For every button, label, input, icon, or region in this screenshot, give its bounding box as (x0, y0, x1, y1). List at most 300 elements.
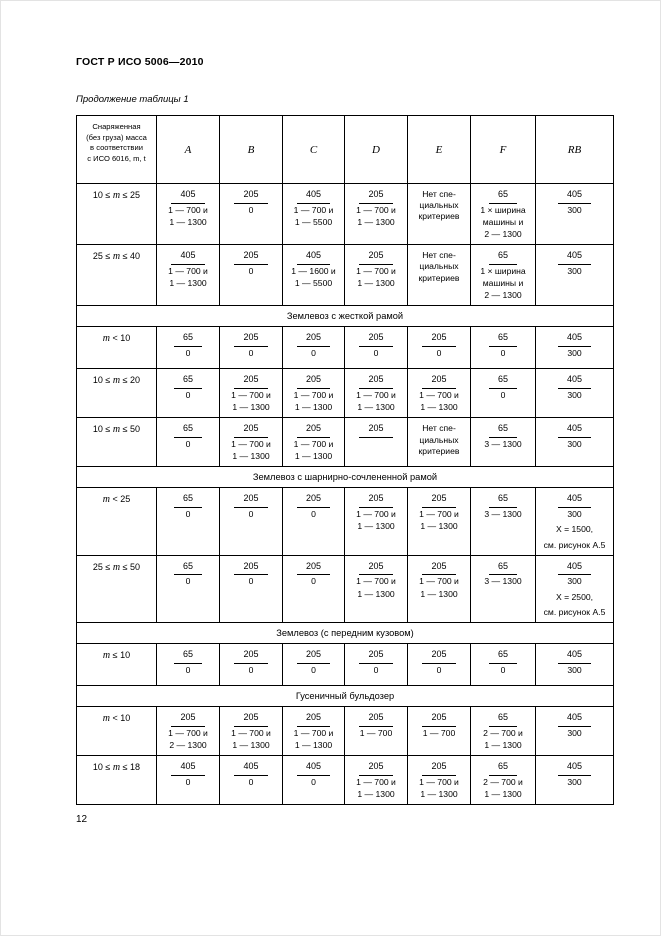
fraction-denominator-line: 1 — 1300 (420, 521, 458, 532)
fraction-bar: 405 (558, 561, 591, 576)
fraction-denominator-line: 0 (311, 776, 316, 787)
fraction-numerator (472, 374, 534, 389)
table-row (77, 755, 614, 804)
criteria-text-line: циальных (419, 261, 459, 272)
fraction-numerator (537, 561, 612, 576)
table-row (77, 327, 614, 369)
mass-range-label: m < 10 (77, 706, 157, 755)
table-row (77, 706, 614, 755)
criteria-cell-d (345, 327, 408, 369)
fraction-numerator (284, 493, 343, 508)
criteria-cell-a (157, 643, 220, 685)
criteria-cell-a (157, 488, 220, 555)
header-col-e: E (408, 116, 471, 184)
fraction-denominator-line: 300 (567, 664, 582, 675)
fraction-denominator-line: 1 — 1300 (294, 739, 333, 750)
mass-range-label: m < 10 (77, 327, 157, 369)
fraction-denominator-line: 0 (185, 664, 191, 675)
fraction-denominator-line: 0 (436, 348, 442, 359)
fraction-numerator (284, 561, 343, 576)
header-mass-line: с ИСО 6016, m, t (87, 153, 146, 163)
fraction-numerator (472, 712, 534, 727)
fraction-bar: 205 (359, 561, 392, 576)
fraction-bar: 205 (234, 250, 267, 265)
criteria-cell-c (283, 643, 345, 685)
criteria-cell-d (345, 706, 408, 755)
fraction-numerator (284, 761, 343, 776)
fraction-denominator-line: 300 (567, 576, 582, 587)
fraction-bar: 405 (234, 761, 267, 776)
fraction-denominator-line: 2 — 1300 (169, 739, 207, 750)
fraction-denominator-line: 1 — 1300 (232, 402, 270, 413)
fraction-numerator (284, 250, 343, 265)
fraction-bar: 405 (558, 332, 591, 347)
fraction-bar: 205 (234, 493, 267, 508)
fraction-numerator (284, 423, 343, 438)
mass-range-label: m < 25 (77, 488, 157, 555)
fraction-bar: 205 (297, 493, 330, 508)
criteria-cell-b (220, 245, 283, 306)
fraction-denominator-line: 1 — 1300 (294, 451, 333, 462)
criteria-cell-a (157, 755, 220, 804)
header-col-a: A (157, 116, 220, 184)
criteria-cell-e (408, 643, 471, 685)
section-row (77, 622, 614, 643)
fraction-numerator (409, 493, 469, 508)
criteria-cell-c (283, 327, 345, 369)
fraction-denominator-line: 1 — 700 и (168, 265, 208, 276)
fraction-numerator (158, 423, 218, 438)
fraction-bar: 405 (171, 189, 204, 204)
fraction-denominator-line: 1 — 700 и (356, 776, 396, 787)
criteria-cell-e (408, 706, 471, 755)
fraction-bar: 205 (234, 374, 267, 389)
fraction-denominator-line: 1 — 1600 и (291, 265, 336, 276)
header-col-rb: RB (536, 116, 614, 184)
criteria-cell-b (220, 418, 283, 467)
header-col-f: F (471, 116, 536, 184)
fraction-bar: 405 (297, 189, 330, 204)
fraction-denominator-line: 0 (248, 664, 254, 675)
fraction-numerator (537, 761, 612, 776)
fraction-denominator-line: 0 (436, 664, 442, 675)
cell-note-line: X = 1500, (555, 524, 594, 535)
fraction-numerator (346, 649, 406, 664)
criteria-cell-a (157, 418, 220, 467)
fraction-bar: 65 (489, 374, 517, 389)
fraction-numerator (158, 189, 218, 204)
criteria-cell-rb (536, 488, 614, 555)
page-number: 12 (76, 813, 88, 825)
fraction-denominator-line: 1 — 700 и (356, 204, 396, 215)
criteria-cell-a (157, 327, 220, 369)
fraction-numerator (221, 332, 281, 347)
fraction-bar: 405 (558, 423, 591, 438)
fraction-bar: 405 (297, 761, 330, 776)
fraction-numerator (158, 712, 218, 727)
criteria-cell-c (283, 245, 345, 306)
fraction-bar: 205 (359, 250, 392, 265)
fraction-numerator (221, 761, 281, 776)
table-row (77, 555, 614, 622)
section-row (77, 306, 614, 327)
doc-title: ГОСТ Р ИСО 5006—2010 (76, 56, 204, 68)
criteria-cell-rb (536, 184, 614, 245)
criteria-cell-e (408, 245, 471, 306)
fraction-denominator-line: 0 (185, 439, 191, 450)
fraction-denominator-line: 1 — 700 и (293, 390, 334, 401)
fraction-numerator (537, 493, 612, 508)
criteria-cell-d (345, 555, 408, 622)
criteria-cell-b (220, 184, 283, 245)
criteria-cell-c (283, 184, 345, 245)
fraction-numerator (158, 332, 218, 347)
fraction-denominator-line: 0 (185, 509, 191, 520)
section-row (77, 685, 614, 706)
criteria-cell-rb (536, 369, 614, 418)
fraction-denominator-line: 0 (373, 348, 379, 359)
fraction-bar: 65 (174, 332, 202, 347)
criteria-cell-a (157, 184, 220, 245)
header-col-d: D (345, 116, 408, 184)
fraction-bar: 65 (489, 250, 517, 265)
criteria-cell-d (345, 184, 408, 245)
criteria-cell-e (408, 327, 471, 369)
fraction-numerator (221, 649, 281, 664)
criteria-cell-f (471, 755, 536, 804)
fraction-denominator-line: 300 (567, 727, 582, 738)
criteria-text-line: Нет спе- (422, 189, 456, 199)
fraction-denominator-line: 0 (500, 390, 506, 401)
fraction-bar: 205 (297, 332, 330, 347)
fraction-bar: 65 (489, 189, 517, 204)
fraction-numerator (537, 712, 612, 727)
fraction-numerator (221, 374, 281, 389)
fraction-denominator-line: 2 — 1300 (484, 229, 522, 240)
fraction-denominator-line: 1 — 5500 (294, 278, 333, 289)
mass-range-label: 25 ≤ m ≤ 50 (77, 555, 157, 622)
fraction-denominator-line: 1 — 1300 (357, 216, 395, 227)
header-mass-line: Снаряженная (92, 122, 141, 131)
table-row (77, 643, 614, 685)
fraction-numerator (537, 374, 612, 389)
fraction-numerator (284, 189, 343, 204)
fraction-numerator (537, 189, 612, 204)
fraction-bar: 205 (359, 649, 392, 664)
fraction-bar: 205 (234, 561, 267, 576)
criteria-cell-f (471, 643, 536, 685)
section-row (77, 467, 614, 488)
criteria-cell-e (408, 418, 471, 467)
criteria-text-line: Нет спе- (422, 250, 456, 261)
fraction-denominator-line: 1 — 700 (359, 727, 393, 738)
fraction-bar: 65 (489, 561, 517, 576)
table-row (77, 488, 614, 555)
criteria-cell-f (471, 327, 536, 369)
fraction-bar: 405 (558, 649, 591, 664)
fraction-bar: 205 (297, 374, 330, 389)
fraction-bar: 205 (234, 332, 267, 347)
criteria-cell-c (283, 418, 345, 467)
fraction-bar: 205 (422, 561, 455, 576)
header-col-b: B (220, 116, 283, 184)
fraction-numerator (409, 561, 469, 576)
criteria-cell-e (408, 488, 471, 555)
fraction-numerator (346, 423, 406, 438)
fraction-denominator-line: 1 — 1300 (420, 588, 458, 599)
criteria-cell-d (345, 245, 408, 306)
fraction-bar: 65 (174, 374, 202, 389)
fraction-bar: 405 (558, 189, 591, 204)
fraction-numerator (409, 649, 469, 664)
criteria-cell-d (345, 755, 408, 804)
criteria-cell-f (471, 369, 536, 418)
criteria-cell-d (345, 369, 408, 418)
fraction-denominator-line: 1 — 1300 (357, 521, 395, 532)
fraction-denominator-line: 1 — 1300 (232, 739, 270, 750)
fraction-bar: 405 (171, 250, 204, 265)
criteria-cell-rb (536, 418, 614, 467)
criteria-cell-d (345, 643, 408, 685)
fraction-bar: 405 (558, 493, 591, 508)
fraction-numerator (158, 761, 218, 776)
fraction-denominator-line: 0 (373, 664, 379, 675)
fraction-denominator-line: 300 (567, 348, 582, 359)
fraction-denominator-line: 300 (567, 439, 582, 450)
fraction-denominator-line: 1 — 1300 (294, 402, 333, 413)
criteria-cell-b (220, 488, 283, 555)
fraction-bar: 205 (422, 649, 455, 664)
criteria-cell-d (345, 488, 408, 555)
section-header: Землевоз с шарнирно-сочлененной рамой (77, 467, 614, 488)
fraction-numerator (284, 712, 343, 727)
fraction-denominator-line: 1 — 700 и (356, 576, 396, 587)
table-caption: Продолжение таблицы 1 (76, 94, 189, 105)
mass-range-label: m ≤ 10 (77, 643, 157, 685)
fraction-bar: 205 (297, 649, 330, 664)
fraction-denominator-line: 0 (185, 390, 191, 401)
table-row (77, 418, 614, 467)
fraction-numerator (537, 250, 612, 265)
fraction-numerator (472, 189, 534, 204)
fraction-bar: 65 (489, 761, 517, 776)
fraction-denominator-line: 0 (185, 576, 191, 587)
fraction-denominator-line: 0 (185, 348, 191, 359)
fraction-denominator-line: 300 (567, 265, 582, 276)
fraction-numerator (409, 761, 469, 776)
fraction-denominator-line: 1 — 700 и (231, 727, 271, 738)
criteria-cell-b (220, 555, 283, 622)
fraction-denominator-line: 1 — 1300 (357, 588, 395, 599)
fraction-denominator-line: 1 — 700 и (168, 204, 208, 215)
fraction-bar: 205 (234, 423, 267, 438)
criteria-cell-a (157, 369, 220, 418)
criteria-cell-f (471, 245, 536, 306)
fraction-numerator (537, 649, 612, 664)
criteria-cell-e (408, 555, 471, 622)
fraction-denominator-line: 0 (500, 348, 506, 359)
table-head (77, 116, 614, 184)
header-mass-line: в соответствии (90, 143, 143, 153)
fraction-denominator-line: 0 (248, 265, 254, 276)
cell-note-line: см. рисунок А.5 (543, 539, 606, 550)
mass-range-label: 10 ≤ m ≤ 25 (77, 184, 157, 245)
criteria-cell-b (220, 369, 283, 418)
criteria-text-line: критериев (418, 272, 460, 283)
fraction-denominator-line: 0 (248, 576, 254, 587)
fraction-numerator (472, 332, 534, 347)
fraction-bar: 205 (422, 761, 455, 776)
criteria-text-line: циальных (419, 434, 459, 445)
fraction-bar: 205 (234, 649, 267, 664)
criteria-cell-b (220, 755, 283, 804)
fraction-denominator-line: 0 (311, 576, 316, 587)
mass-range-label: 10 ≤ m ≤ 18 (77, 755, 157, 804)
criteria-table (76, 115, 614, 805)
fraction-denominator-line: 1 — 700 и (231, 390, 271, 401)
fraction-numerator (409, 374, 469, 389)
fraction-denominator-line: 1 — 700 и (293, 727, 334, 738)
fraction-denominator-line: 0 (185, 776, 191, 787)
fraction-numerator (346, 493, 406, 508)
fraction-denominator-line: 1 — 700 и (231, 439, 271, 450)
fraction-bar: 205 (422, 332, 455, 347)
criteria-cell-c (283, 369, 345, 418)
fraction-denominator-line: 1 — 5500 (294, 216, 333, 227)
fraction-bar: 205 (422, 712, 455, 727)
fraction-numerator (472, 649, 534, 664)
fraction-denominator-line: 0 (311, 348, 316, 359)
criteria-cell-a (157, 245, 220, 306)
fraction-numerator (284, 649, 343, 664)
fraction-bar: 65 (489, 649, 517, 664)
fraction-numerator (346, 374, 406, 389)
fraction-numerator (221, 493, 281, 508)
fraction-bar: 205 (359, 423, 392, 438)
fraction-denominator-line: 1 — 700 и (419, 390, 459, 401)
fraction-denominator-line: 3 — 1300 (484, 509, 522, 520)
header-mass-column (77, 116, 157, 184)
criteria-cell-c (283, 706, 345, 755)
criteria-text-line: циальных (419, 200, 459, 211)
fraction-denominator-line: 1 — 1300 (169, 278, 207, 289)
criteria-cell-e (408, 184, 471, 245)
fraction-denominator-line: 1 — 700 (422, 727, 456, 738)
criteria-text-line: Нет спе- (422, 423, 456, 434)
criteria-cell-e (408, 755, 471, 804)
fraction-denominator-line: 0 (311, 664, 316, 675)
criteria-cell-a (157, 706, 220, 755)
fraction-denominator-line: 1 — 700 и (419, 576, 459, 587)
fraction-numerator (158, 561, 218, 576)
criteria-cell-c (283, 488, 345, 555)
fraction-bar: 65 (489, 423, 517, 438)
fraction-numerator (346, 189, 406, 204)
cell-note-line: см. рисунок А.5 (543, 606, 606, 617)
fraction-numerator (284, 332, 343, 347)
fraction-bar: 65 (489, 712, 517, 727)
fraction-numerator (158, 649, 218, 664)
table-header-row (77, 116, 614, 184)
fraction-bar: 205 (297, 561, 330, 576)
fraction-denominator-line: 3 — 1300 (484, 576, 522, 587)
criteria-cell-rb (536, 245, 614, 306)
criteria-cell-rb (536, 555, 614, 622)
header-mass-line: (без груза) масса (86, 132, 147, 142)
fraction-bar: 65 (174, 649, 202, 664)
fraction-numerator (158, 493, 218, 508)
fraction-numerator (221, 561, 281, 576)
fraction-bar: 405 (297, 250, 330, 265)
fraction-bar: 205 (359, 761, 392, 776)
fraction-bar: 205 (422, 374, 455, 389)
criteria-cell-f (471, 488, 536, 555)
criteria-cell-b (220, 643, 283, 685)
fraction-denominator-line: 0 (248, 348, 254, 359)
fraction-bar: 65 (174, 561, 202, 576)
fraction-numerator (472, 250, 534, 265)
criteria-cell-c (283, 555, 345, 622)
fraction-numerator (537, 332, 612, 347)
criteria-cell-f (471, 184, 536, 245)
fraction-bar: 205 (234, 189, 267, 204)
criteria-text-line: критериев (418, 445, 460, 456)
fraction-bar: 205 (297, 712, 330, 727)
fraction-denominator-line: машины и (482, 278, 524, 289)
fraction-bar: 205 (359, 332, 392, 347)
fraction-numerator (158, 250, 218, 265)
fraction-bar: 205 (359, 712, 392, 727)
fraction-numerator (472, 761, 534, 776)
fraction-bar: 405 (558, 712, 591, 727)
header-col-c: C (283, 116, 345, 184)
fraction-numerator (409, 712, 469, 727)
fraction-denominator-line: 1 — 1300 (357, 788, 395, 799)
fraction-denominator-line: 1 — 1300 (232, 451, 270, 462)
criteria-cell-b (220, 706, 283, 755)
fraction-numerator (346, 332, 406, 347)
fraction-denominator-line: 1 × ширина (480, 204, 526, 215)
mass-range-label: 10 ≤ m ≤ 20 (77, 369, 157, 418)
fraction-denominator-line: 0 (248, 204, 254, 215)
fraction-denominator-line: 1 — 700 и (356, 390, 396, 401)
fraction-bar: 405 (558, 761, 591, 776)
cell-note-line: X = 2500, (555, 591, 594, 602)
fraction-bar: 205 (297, 423, 330, 438)
table-body (77, 184, 614, 805)
fraction-bar: 405 (171, 761, 204, 776)
criteria-text-line: критериев (418, 211, 460, 222)
table-row (77, 184, 614, 245)
table-row (77, 245, 614, 306)
fraction-numerator (346, 250, 406, 265)
fraction-denominator-line: 2 — 1300 (484, 290, 522, 301)
fraction-denominator-line: 0 (311, 509, 316, 520)
fraction-denominator-line: 1 — 700 и (293, 204, 334, 215)
fraction-denominator-line: 1 × ширина (480, 265, 526, 276)
criteria-cell-rb (536, 755, 614, 804)
criteria-cell-c (283, 755, 345, 804)
fraction-bar: 405 (558, 250, 591, 265)
fraction-numerator (409, 332, 469, 347)
fraction-denominator-line: 0 (248, 509, 254, 520)
fraction-denominator-line: 300 (567, 509, 582, 520)
fraction-denominator-line: 1 — 1300 (484, 788, 522, 799)
fraction-denominator-line: 0 (248, 776, 254, 787)
fraction-numerator (346, 761, 406, 776)
fraction-bar: 65 (174, 423, 202, 438)
fraction-numerator (346, 561, 406, 576)
